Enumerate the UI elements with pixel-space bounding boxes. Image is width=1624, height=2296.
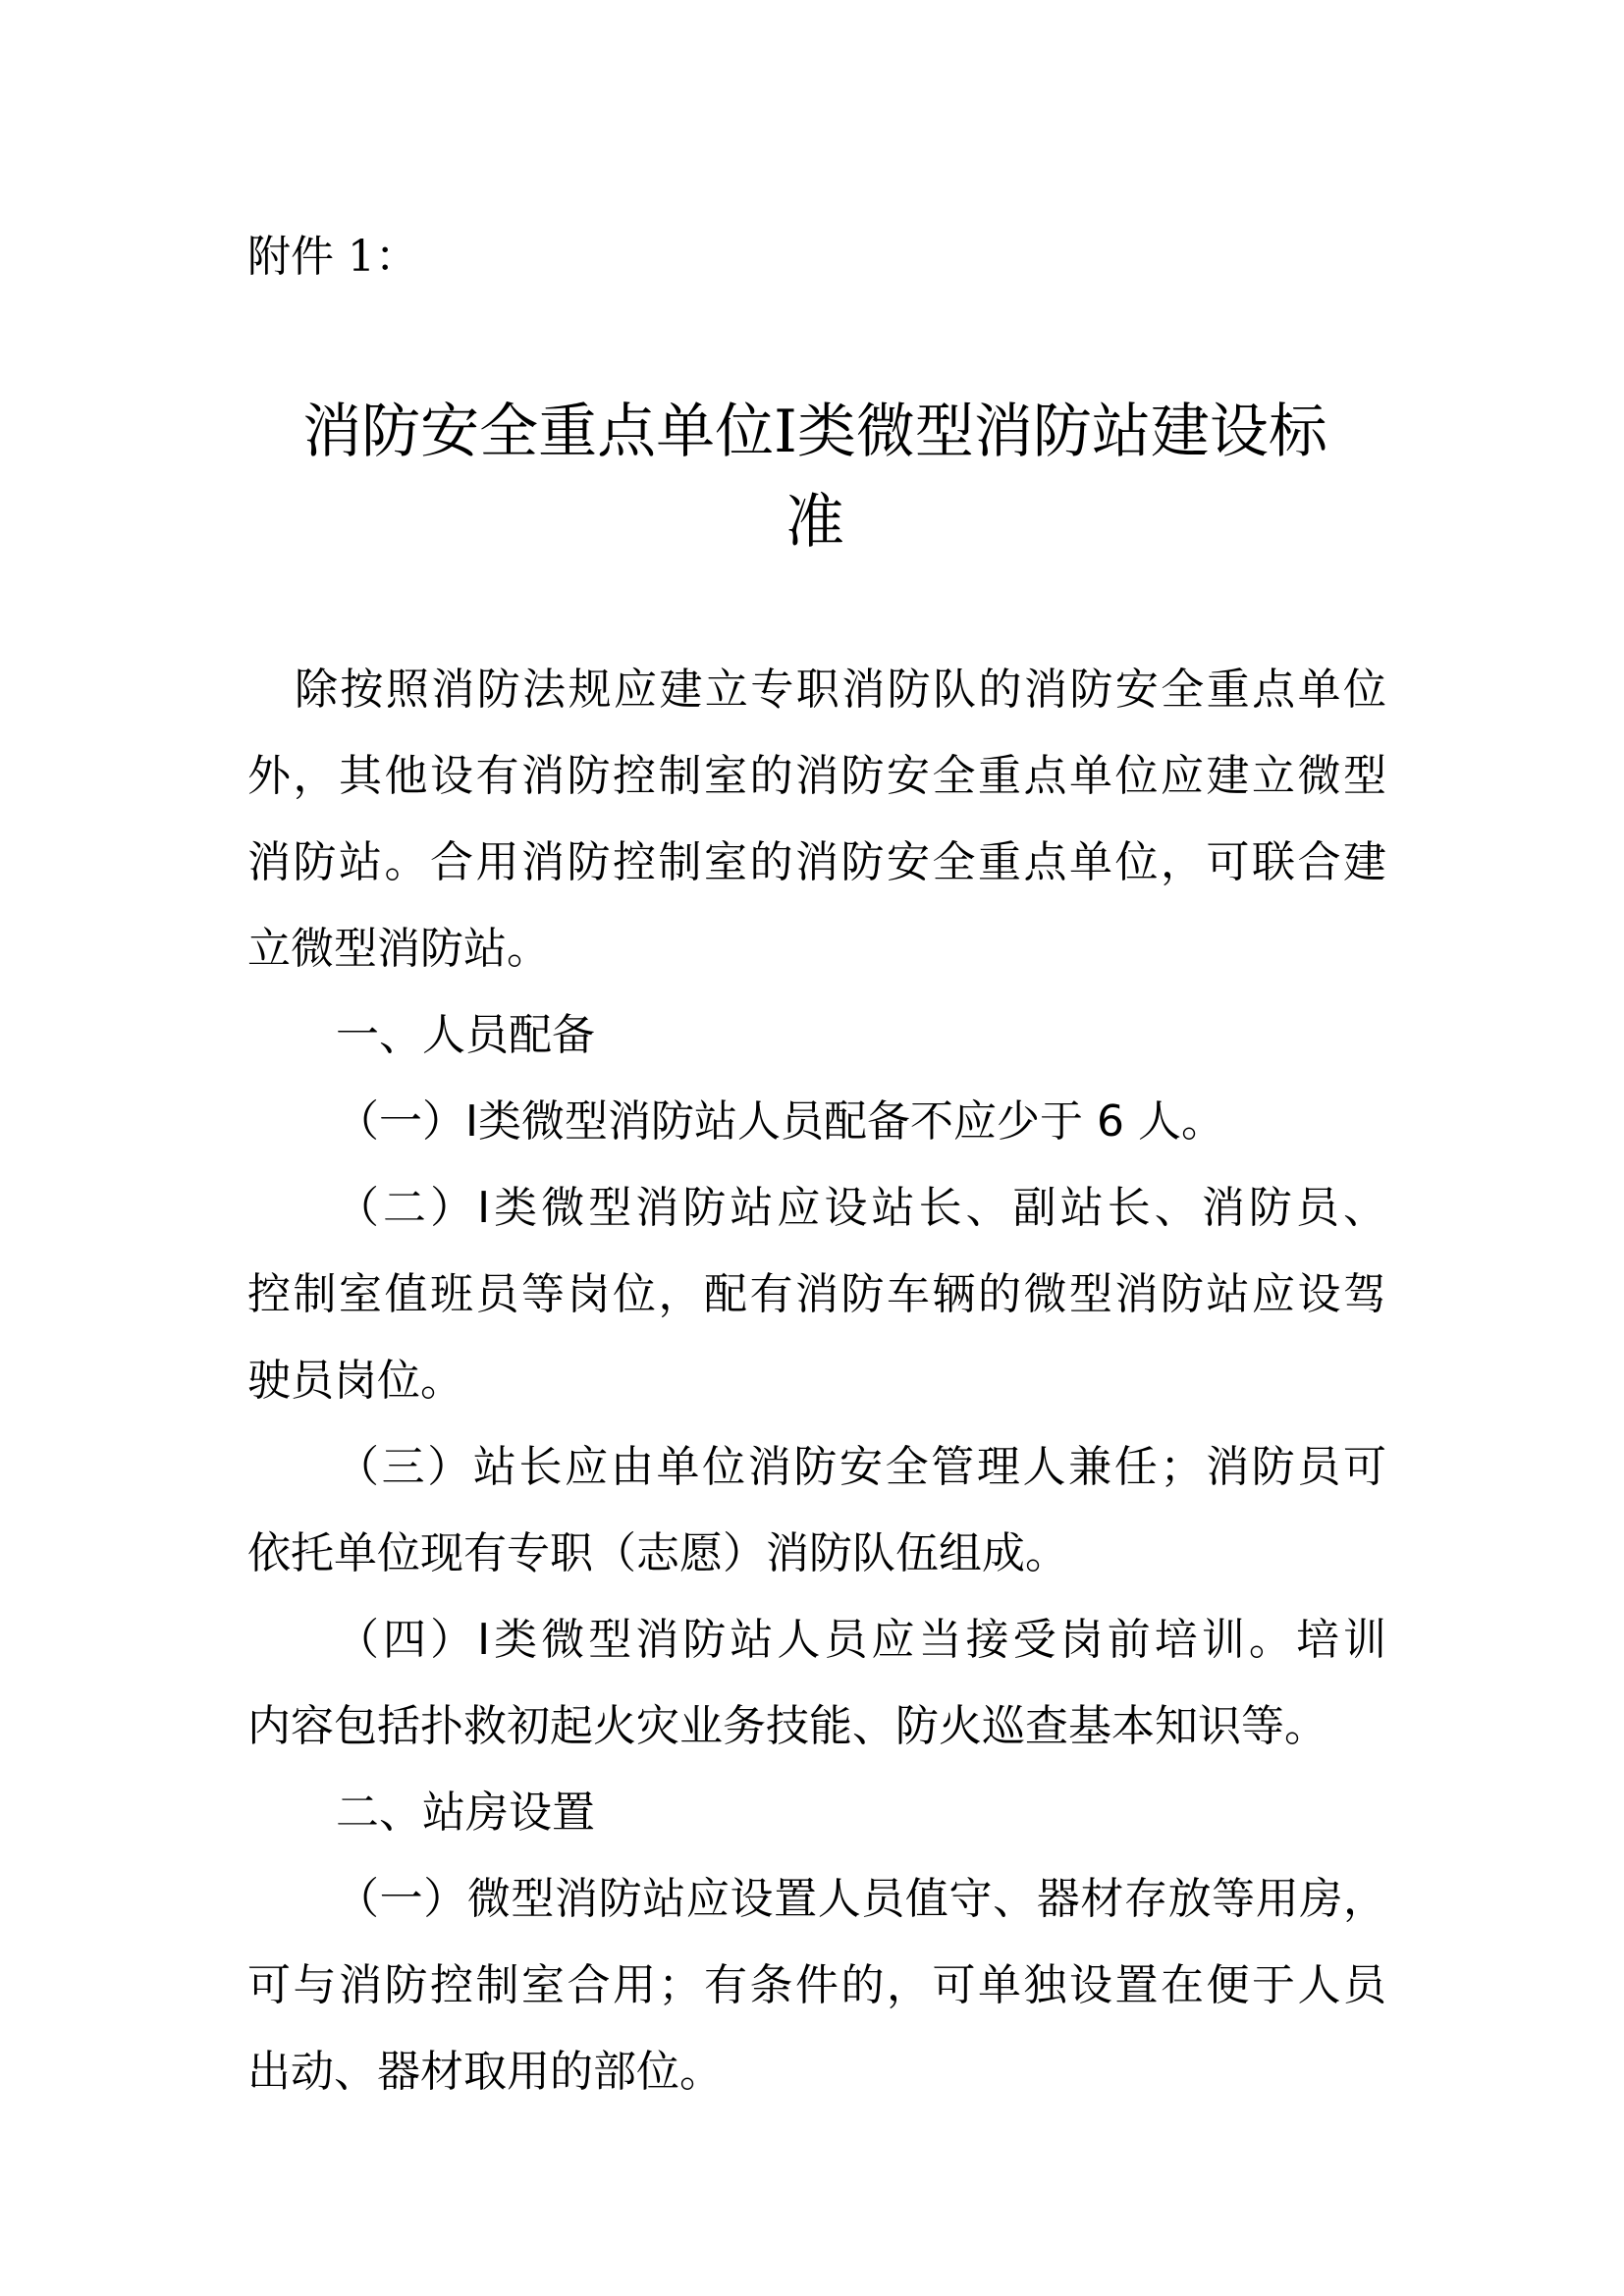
intro-line-1: 除按照消防法规应建立专职消防队的消防安全重点单位 <box>295 665 1386 715</box>
annex-label: 附件 1： <box>247 232 418 282</box>
section-2-item-1-line-1: （一）微型消防站应设置人员值守、器材存放等用房， <box>336 1874 1386 1924</box>
section-1-heading: 一、人员配备 <box>336 1010 595 1060</box>
intro-line-4: 立微型消防站。 <box>247 924 550 974</box>
section-2-item-1-line-2: 可与消防控制室合用；有条件的，可单独设置在便于人员 <box>247 1960 1386 2010</box>
intro-line-3: 消防站。合用消防控制室的消防安全重点单位，可联合建 <box>247 837 1386 887</box>
section-2-heading: 二、站房设置 <box>336 1788 595 1838</box>
section-1-item-2-line-1: （二）Ⅰ类微型消防站应设站长、副站长、消防员、 <box>336 1183 1386 1233</box>
intro-line-2: 外，其他设有消防控制室的消防安全重点单位应建立微型 <box>247 751 1386 801</box>
section-2-item-1-line-3: 出动、器材取用的部位。 <box>247 2047 723 2097</box>
section-1-item-4-line-2: 内容包括扑救初起火灾业务技能、防火巡查基本知识等。 <box>247 1701 1327 1751</box>
document-title-line-2: 准 <box>785 488 844 557</box>
section-1-item-3-line-1: （三）站长应由单位消防安全管理人兼任；消防员可 <box>336 1442 1386 1492</box>
section-1-item-4-line-1: （四）Ⅰ类微型消防站人员应当接受岗前培训。培训 <box>336 1615 1386 1665</box>
section-1-item-2-line-3: 驶员岗位。 <box>247 1356 463 1406</box>
section-1-item-1: （一）Ⅰ类微型消防站人员配备不应少于 6 人。 <box>336 1096 1224 1147</box>
document-title-line-1: 消防安全重点单位Ⅰ类微型消防站建设标 <box>302 398 1327 466</box>
section-1-item-2-line-2: 控制室值班员等岗位，配有消防车辆的微型消防站应设驾 <box>247 1269 1386 1319</box>
section-1-item-3-line-2: 依托单位现有专职（志愿）消防队伍组成。 <box>247 1528 1068 1578</box>
